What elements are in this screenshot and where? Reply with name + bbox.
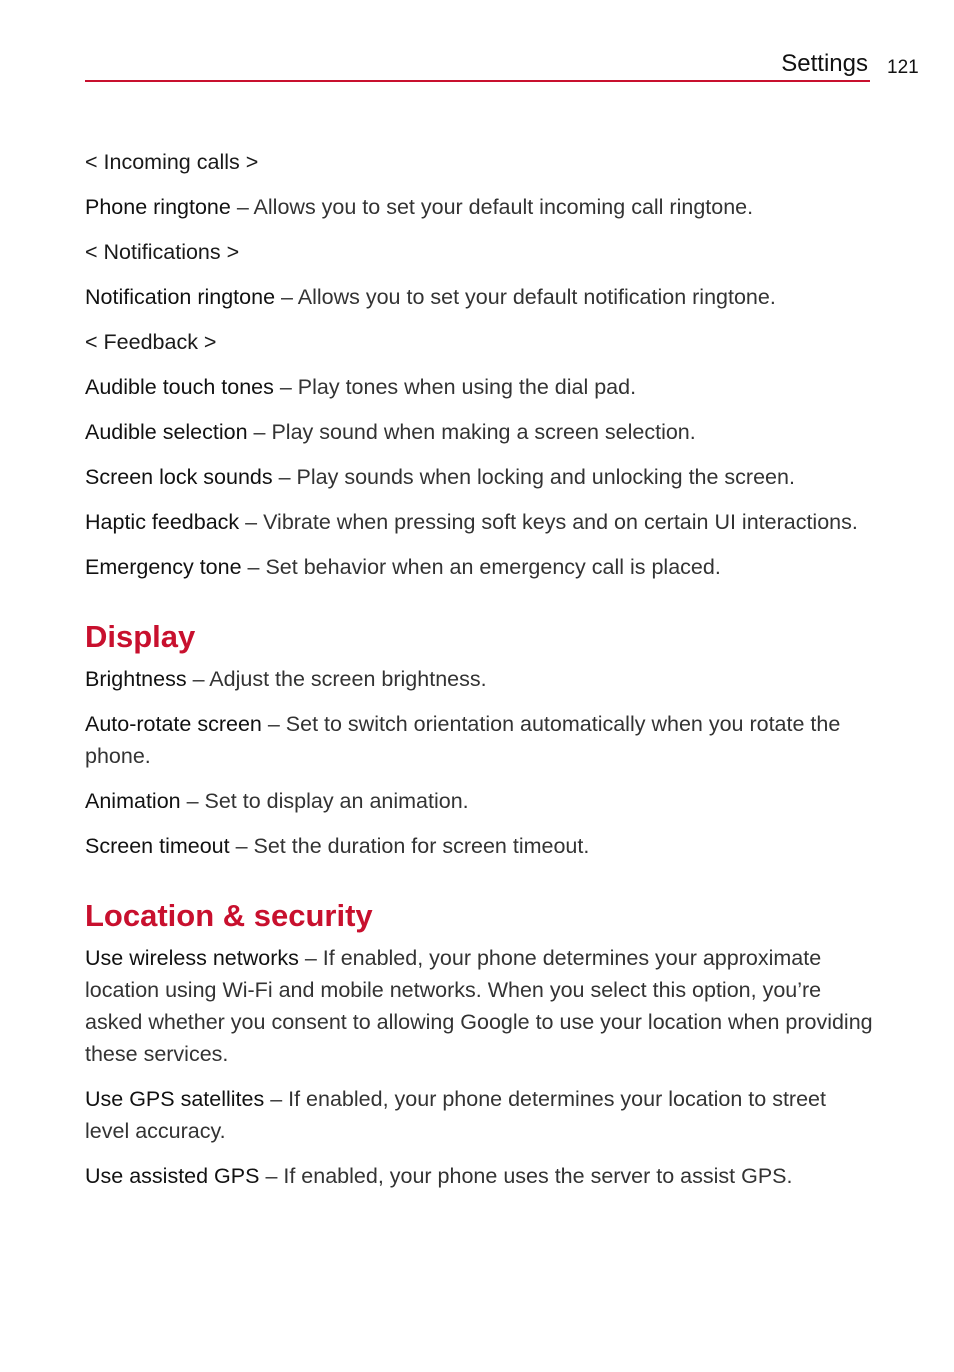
audible-touch-tones-item: [85, 371, 875, 403]
gps-satellites-item: [85, 1083, 875, 1147]
header-rule: [85, 80, 870, 82]
haptic-feedback-item: [85, 506, 875, 538]
phone-ringtone-term: Phone ringtone: [85, 195, 231, 219]
wireless-networks-item: [85, 942, 875, 1070]
brightness-desc: – Adjust the screen brightness.: [186, 667, 487, 691]
screen-timeout-desc: – Set the duration for screen timeout.: [229, 834, 590, 858]
page-content: [85, 146, 875, 1205]
location-security-section-heading: Location & security: [85, 898, 373, 933]
display-section-heading: Display: [85, 619, 196, 654]
feedback-subheading: < Feedback >: [85, 330, 217, 354]
page-header-title: Settings: [781, 50, 868, 77]
notification-ringtone-item: [85, 281, 875, 313]
haptic-feedback-desc: – Vibrate when pressing soft keys and on certain UI interactions.: [239, 510, 858, 534]
page-header: [85, 48, 870, 82]
auto-rotate-desc: – Set to switch orientation automatically when you rotate the phone.: [85, 712, 841, 768]
wireless-networks-desc: – If enabled, your phone determines your approximate location using Wi-Fi and mobile networks. When you select this option, you’re asked whether you consent to allowing Google to use your location when providing these services.: [85, 946, 873, 1066]
screen-timeout-term: Screen timeout: [85, 834, 230, 858]
screen-lock-sounds-term: Screen lock sounds: [85, 465, 273, 489]
notification-ringtone-term: Notification ringtone: [85, 285, 276, 309]
incoming-calls-subheading: < Incoming calls >: [85, 150, 259, 174]
phone-ringtone-desc: – Allows you to set your default incoming call ringtone.: [230, 195, 754, 219]
audible-selection-term: Audible selection: [85, 420, 248, 444]
animation-desc: – Set to display an animation.: [180, 789, 469, 813]
screen-timeout-item: [85, 830, 875, 862]
audible-selection-item: [85, 416, 875, 448]
screen-lock-sounds-desc: – Play sounds when locking and unlocking the screen.: [272, 465, 795, 489]
assisted-gps-term: Use assisted GPS: [85, 1164, 260, 1188]
animation-item: [85, 785, 875, 817]
phone-ringtone-item: [85, 191, 875, 223]
audible-touch-tones-desc: – Play tones when using the dial pad.: [273, 375, 637, 399]
emergency-tone-desc: – Set behavior when an emergency call is placed.: [241, 555, 721, 579]
audible-selection-desc: – Play sound when making a screen selection.: [247, 420, 696, 444]
wireless-networks-term: Use wireless networks: [85, 946, 299, 970]
haptic-feedback-term: Haptic feedback: [85, 510, 240, 534]
gps-satellites-desc: – If enabled, your phone determines your location to street level accuracy.: [85, 1087, 826, 1143]
brightness-term: Brightness: [85, 667, 187, 691]
notification-ringtone-desc: – Allows you to set your default notification ringtone.: [275, 285, 776, 309]
emergency-tone-item: [85, 551, 875, 583]
emergency-tone-term: Emergency tone: [85, 555, 242, 579]
gps-satellites-term: Use GPS satellites: [85, 1087, 265, 1111]
brightness-item: [85, 663, 875, 695]
animation-term: Animation: [85, 789, 181, 813]
screen-lock-sounds-item: [85, 461, 875, 493]
auto-rotate-term: Auto-rotate screen: [85, 712, 262, 736]
assisted-gps-item: [85, 1160, 875, 1192]
auto-rotate-item: [85, 708, 875, 772]
assisted-gps-desc: – If enabled, your phone uses the server to assist GPS.: [259, 1164, 793, 1188]
page-number: 121: [887, 57, 919, 78]
audible-touch-tones-term: Audible touch tones: [85, 375, 274, 399]
notifications-subheading: < Notifications >: [85, 240, 240, 264]
